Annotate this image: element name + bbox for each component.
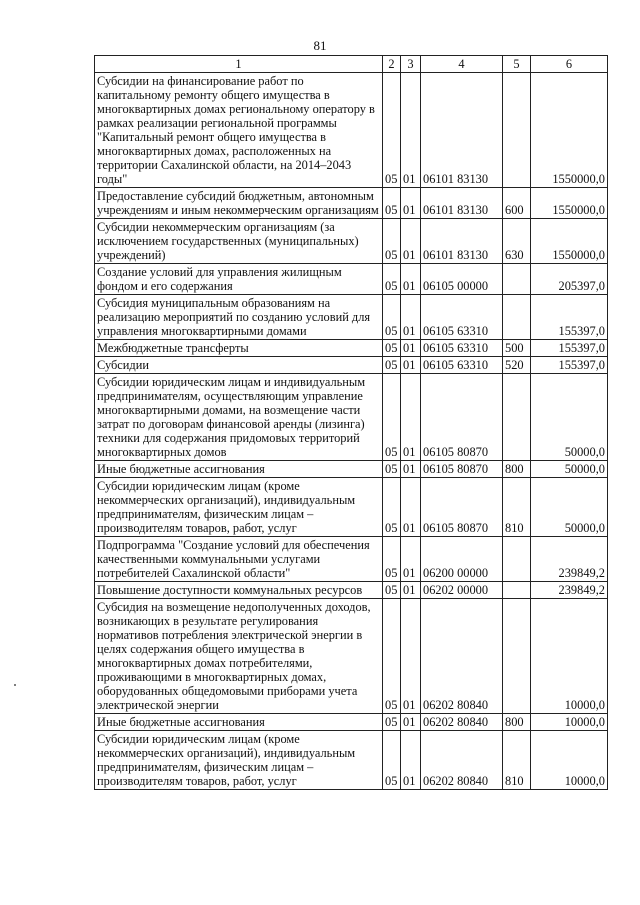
subsection-code-cell: 01	[401, 731, 421, 790]
item-name-cell: Субсидии некоммерческим организациям (за исключением государственных (муниципальных) учреждений)	[95, 219, 383, 264]
item-name-cell: Субсидии	[95, 357, 383, 374]
section-code-cell: 05	[383, 731, 401, 790]
section-code-cell: 05	[383, 478, 401, 537]
target-article-cell: 06202 80840	[421, 714, 503, 731]
expense-type-cell	[503, 537, 531, 582]
subsection-code-cell: 01	[401, 73, 421, 188]
subsection-code-cell: 01	[401, 295, 421, 340]
target-article-cell: 06101 83130	[421, 219, 503, 264]
subsection-code-cell: 01	[401, 537, 421, 582]
subsection-code-cell: 01	[401, 188, 421, 219]
page-number: 81	[313, 38, 327, 53]
amount-cell: 155397,0	[531, 340, 608, 357]
item-name-cell: Субсидия на возмещение недополученных доходов, возникающих в результате регулирования нормативов потребления электрической энергии в целях содержания общего имущества в многоквартирных домах потребителями, проживающими в многоквартирных домах, оборудованных общедомовыми приборами учета электрической энергии	[95, 599, 383, 714]
budget-table	[94, 55, 608, 790]
expense-type-cell: 520	[503, 357, 531, 374]
subsection-code-cell: 01	[401, 340, 421, 357]
expense-type-cell: 810	[503, 731, 531, 790]
item-name-cell: Межбюджетные трансферты	[95, 340, 383, 357]
section-code-cell: 05	[383, 537, 401, 582]
amount-cell: 10000,0	[531, 714, 608, 731]
section-code-cell: 05	[383, 374, 401, 461]
expense-type-cell	[503, 374, 531, 461]
section-code-cell: 05	[383, 264, 401, 295]
target-article-cell: 06202 80840	[421, 731, 503, 790]
amount-cell: 155397,0	[531, 357, 608, 374]
target-article-cell: 06105 00000	[421, 264, 503, 295]
target-article-cell: 06105 63310	[421, 357, 503, 374]
expense-type-cell: 600	[503, 188, 531, 219]
item-name-cell: Предоставление субсидий бюджетным, автономным учреждениям и иным некоммерческим организациям	[95, 188, 383, 219]
amount-cell: 10000,0	[531, 731, 608, 790]
target-article-cell: 06105 80870	[421, 461, 503, 478]
header-cell-3: 3	[401, 56, 421, 73]
table-row	[95, 374, 608, 461]
subsection-code-cell: 01	[401, 219, 421, 264]
amount-cell: 10000,0	[531, 599, 608, 714]
section-code-cell: 05	[383, 73, 401, 188]
table-row	[95, 73, 608, 188]
item-name-cell: Повышение доступности коммунальных ресурсов	[95, 582, 383, 599]
expense-type-cell	[503, 264, 531, 295]
section-code-cell: 05	[383, 219, 401, 264]
section-code-cell: 05	[383, 714, 401, 731]
table-row	[95, 599, 608, 714]
target-article-cell: 06105 80870	[421, 478, 503, 537]
section-code-cell: 05	[383, 461, 401, 478]
subsection-code-cell: 01	[401, 374, 421, 461]
table-header-row	[95, 56, 608, 73]
header-cell-6: 6	[531, 56, 608, 73]
subsection-code-cell: 01	[401, 357, 421, 374]
item-name-cell: Иные бюджетные ассигнования	[95, 714, 383, 731]
target-article-cell: 06105 80870	[421, 374, 503, 461]
item-name-cell: Субсидия муниципальным образованиям на реализацию мероприятий по созданию условий для управления многоквартирными домами	[95, 295, 383, 340]
header-cell-2: 2	[383, 56, 401, 73]
amount-cell: 50000,0	[531, 478, 608, 537]
table-row	[95, 340, 608, 357]
item-name-cell: Подпрограмма "Создание условий для обеспечения качественными коммунальными услугами потребителей Сахалинской области"	[95, 537, 383, 582]
subsection-code-cell: 01	[401, 714, 421, 731]
amount-cell: 239849,2	[531, 582, 608, 599]
item-name-cell: Субсидии юридическим лицам (кроме некоммерческих организаций), индивидуальным предпринимателям, физическим лицам – производителям товаров, работ, услуг	[95, 731, 383, 790]
subsection-code-cell: 01	[401, 582, 421, 599]
section-code-cell: 05	[383, 357, 401, 374]
item-name-cell: Создание условий для управления жилищным фондом и его содержания	[95, 264, 383, 295]
table-row	[95, 357, 608, 374]
table-row	[95, 219, 608, 264]
target-article-cell: 06202 80840	[421, 599, 503, 714]
table-body	[95, 73, 608, 790]
amount-cell: 1550000,0	[531, 219, 608, 264]
expense-type-cell	[503, 73, 531, 188]
target-article-cell: 06101 83130	[421, 188, 503, 219]
subsection-code-cell: 01	[401, 599, 421, 714]
expense-type-cell	[503, 599, 531, 714]
target-article-cell: 06101 83130	[421, 73, 503, 188]
amount-cell: 155397,0	[531, 295, 608, 340]
section-code-cell: 05	[383, 340, 401, 357]
item-name-cell: Субсидии на финансирование работ по капитальному ремонту общего имущества в многоквартирных домах региональному оператору в рамках реализации региональной программы "Капитальный ремонт общего имущества в многоквартирных домах, расположенных на территории Сахалинской области, на 2014–2043 годы"	[95, 73, 383, 188]
amount-cell: 239849,2	[531, 537, 608, 582]
section-code-cell: 05	[383, 188, 401, 219]
table-row	[95, 295, 608, 340]
expense-type-cell: 800	[503, 461, 531, 478]
subsection-code-cell: 01	[401, 478, 421, 537]
section-code-cell: 05	[383, 582, 401, 599]
table-row	[95, 537, 608, 582]
amount-cell: 50000,0	[531, 374, 608, 461]
table-row	[95, 461, 608, 478]
subsection-code-cell: 01	[401, 264, 421, 295]
target-article-cell: 06200 00000	[421, 537, 503, 582]
table-row	[95, 264, 608, 295]
header-cell-1: 1	[95, 56, 383, 73]
header-cell-4: 4	[421, 56, 503, 73]
item-name-cell: Иные бюджетные ассигнования	[95, 461, 383, 478]
expense-type-cell	[503, 295, 531, 340]
table-row	[95, 714, 608, 731]
amount-cell: 50000,0	[531, 461, 608, 478]
scan-speck	[14, 684, 16, 686]
expense-type-cell	[503, 582, 531, 599]
amount-cell: 1550000,0	[531, 188, 608, 219]
expense-type-cell: 500	[503, 340, 531, 357]
item-name-cell: Субсидии юридическим лицам (кроме некоммерческих организаций), индивидуальным предпринимателям, физическим лицам – производителям товаров, работ, услуг	[95, 478, 383, 537]
amount-cell: 205397,0	[531, 264, 608, 295]
table-row	[95, 188, 608, 219]
target-article-cell: 06202 00000	[421, 582, 503, 599]
table-row	[95, 478, 608, 537]
table-row	[95, 731, 608, 790]
subsection-code-cell: 01	[401, 461, 421, 478]
amount-cell: 1550000,0	[531, 73, 608, 188]
section-code-cell: 05	[383, 295, 401, 340]
table-row	[95, 582, 608, 599]
target-article-cell: 06105 63310	[421, 340, 503, 357]
section-code-cell: 05	[383, 599, 401, 714]
header-cell-5: 5	[503, 56, 531, 73]
item-name-cell: Субсидии юридическим лицам и индивидуальным предпринимателям, осуществляющим управление многоквартирными домами, на возмещение части затрат по договорам финансовой аренды (лизинга) техники для содержания придомовых территорий многоквартирных домов	[95, 374, 383, 461]
expense-type-cell: 800	[503, 714, 531, 731]
expense-type-cell: 630	[503, 219, 531, 264]
target-article-cell: 06105 63310	[421, 295, 503, 340]
expense-type-cell: 810	[503, 478, 531, 537]
